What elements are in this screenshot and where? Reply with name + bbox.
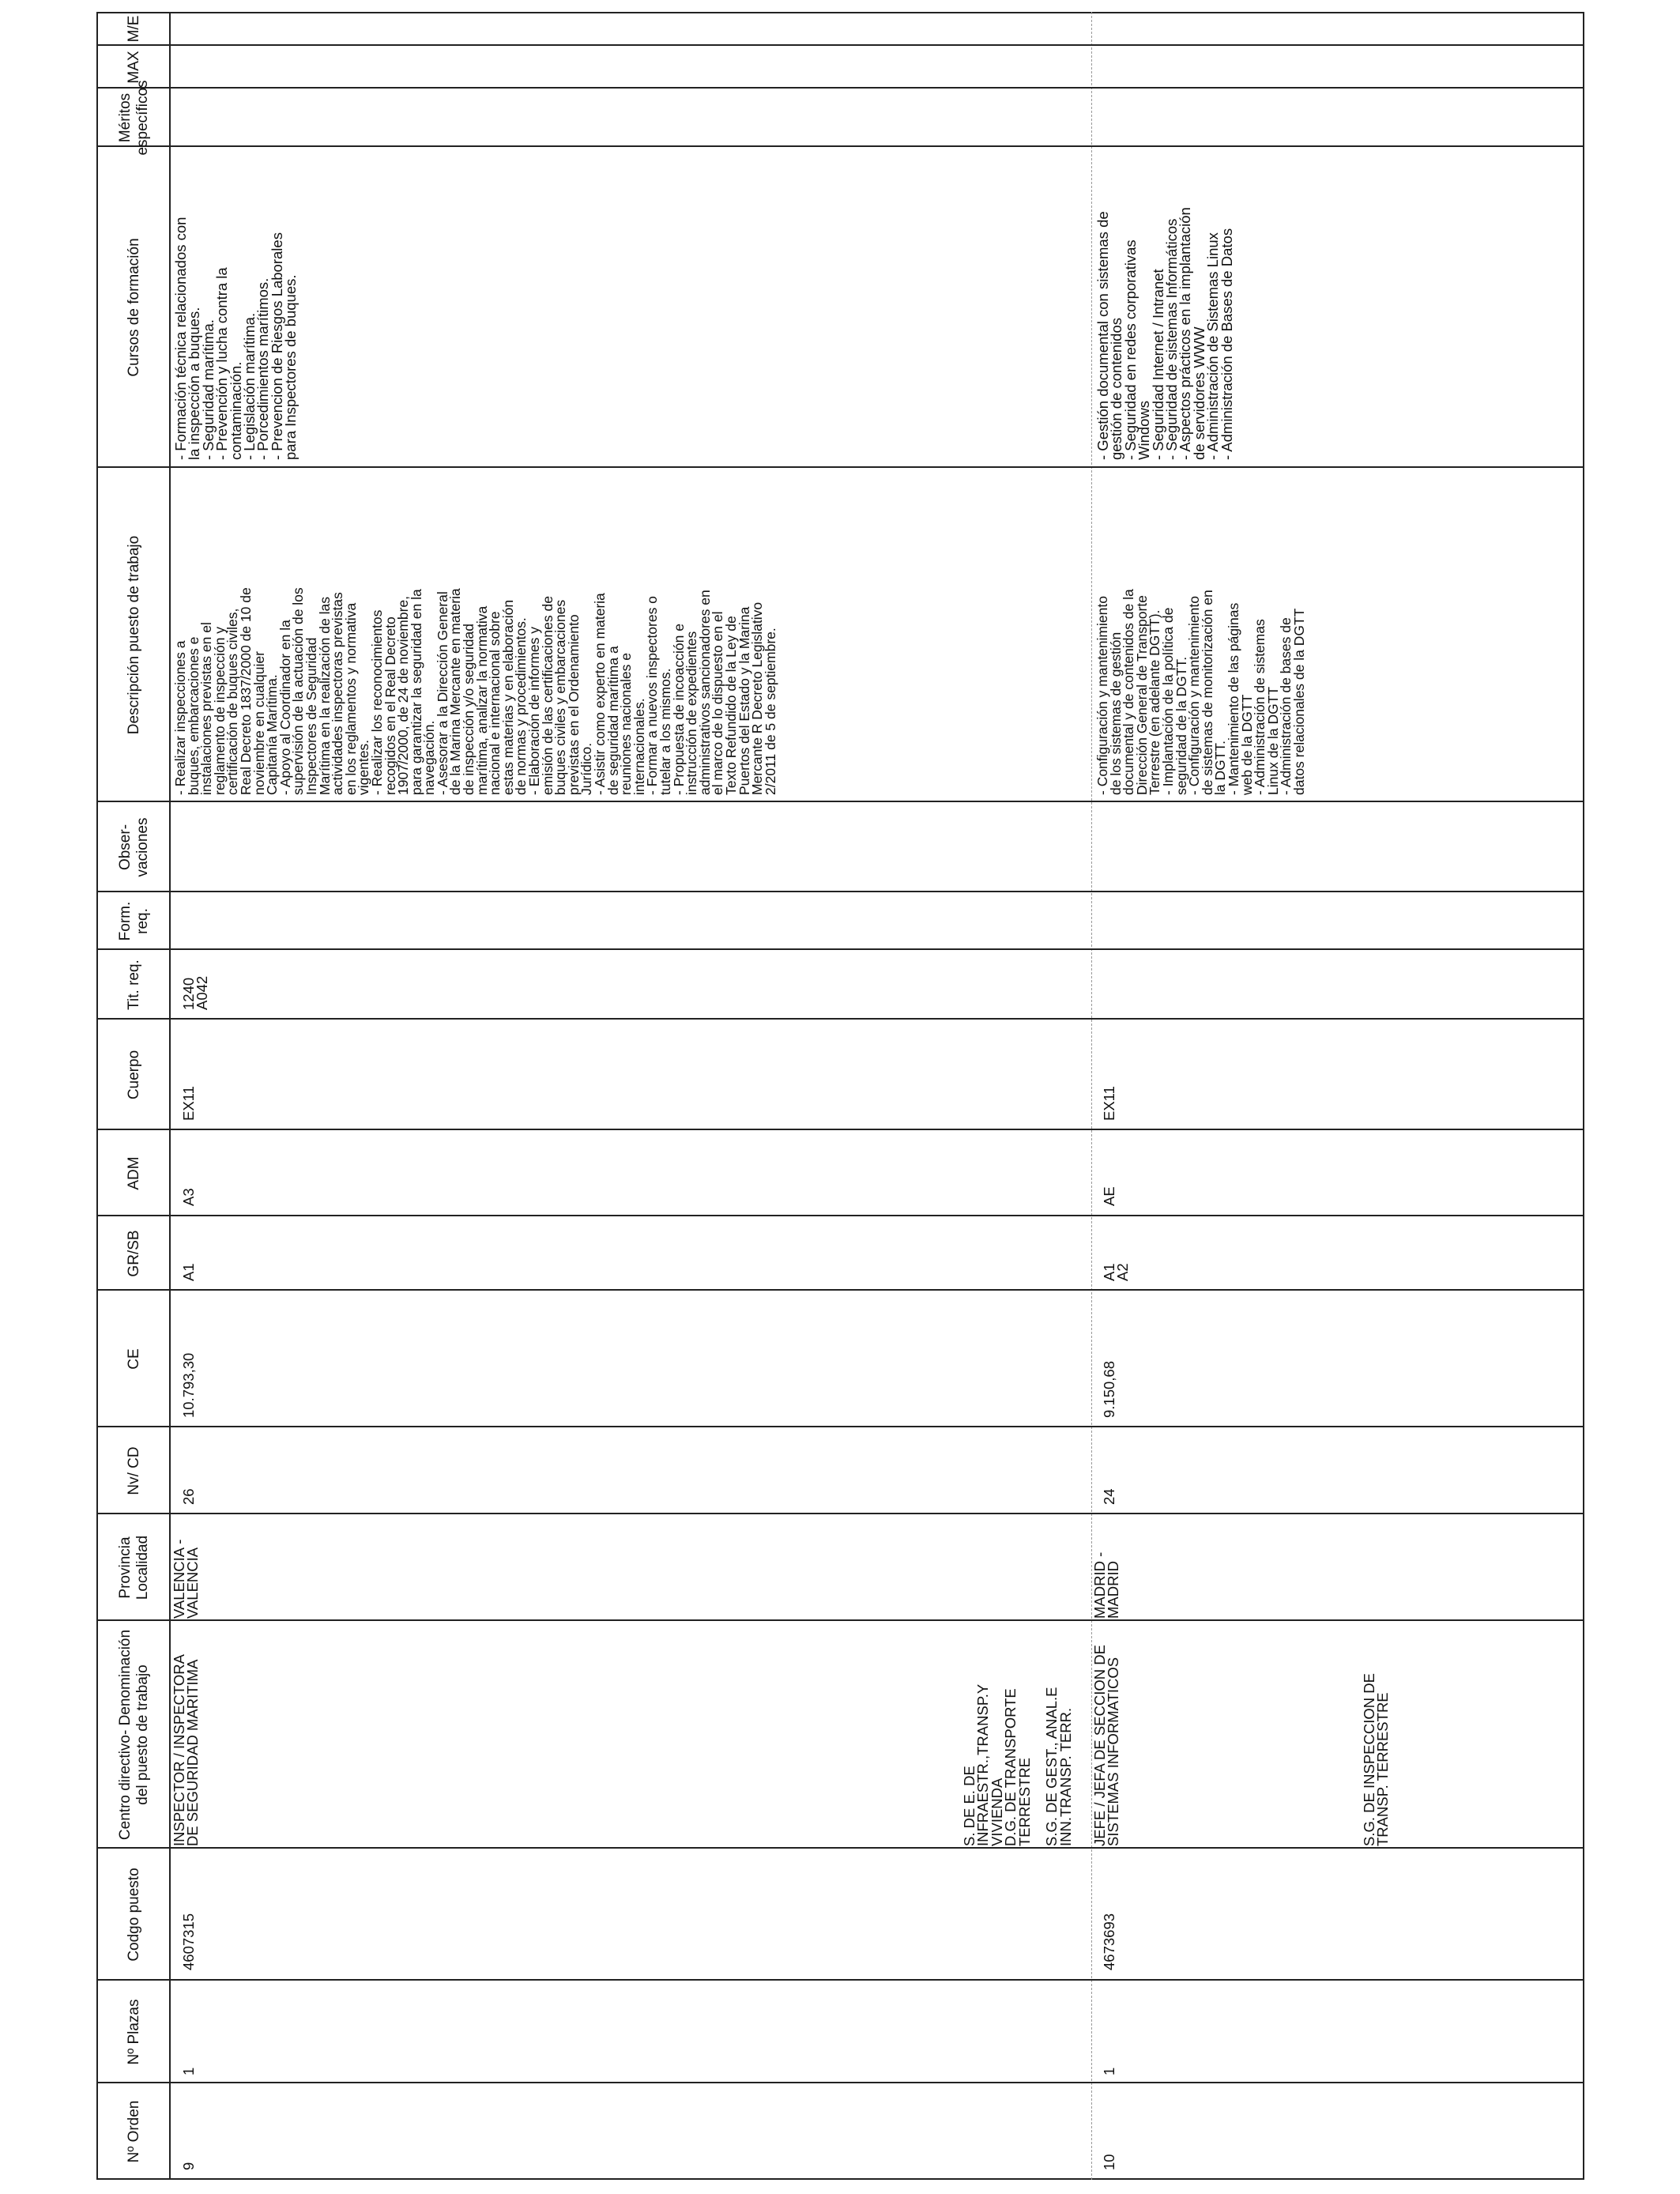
header-codigo: Codgo puesto: [126, 1868, 142, 1962]
col-sep: [96, 801, 1584, 802]
row9-cursos: - Formación técnica relacionados con la inspección a buques. - Seguridad marítima. - Prevención y lucha contra la contaminación. - Legislación marítima. - Porcedimientos marítimos. - Prevencion de Riesgos Laborales para Inspectores de buques.: [172, 217, 299, 460]
row9-ce: 10.793,30: [180, 1352, 197, 1418]
row9-centro: INSPECTOR / INSPECTORA DE SEGURIDAD MARITIMA: [171, 1654, 202, 1846]
header-observaciones: Obser- vaciones: [117, 817, 151, 877]
header-centro: Centro directivo- Denominación del puesto de trabajo: [117, 1629, 151, 1841]
row10-cursos: - Gestión documental con sistemas de gestión de contenidos - Seguridad en redes corporativas Windows - Seguridad Internet / Intranet - Seguridad de sistemas Informáticos - Aspectos prácticos en la implantación de servidores WWW - Administración de Sistemas Linux - Administración de Bases de Datos: [1094, 207, 1235, 460]
header-grupo: GR/SB: [126, 1230, 142, 1277]
row9-descripcion: - Realizar inspecciones a buques, embarcaciones e instalaciones previstas en el reglamento de inspección y certificación de buques civiles, Real Decreto 1837/2000 de 10 de noviembre en cualquier Capitanía Marítima. - Apoyo al Coordinador en la supervisión de la actuación de los Inspectores de Seguridad Marítima en la realización de las actividades inspectoras previstas en los reglamentos y normativa vigentes. - Realizar los reconocimientos recogidos en el Real Decreto 1907/2000, de 24 de noviembre, para garantizar la seguridad en la navegación. - Asesorar a la Dirección General de la Marina Mercante en materia de inspección y/o seguridad marítima, analizar la normativa nacional e internacional sobre estas materias y en elaboración de normas y procedimientos. - Elaboración de informes y emisión de las certificaciones de buques civiles y embarcaciones previstas en el Ordenamiento Jurídico. - Asistir como experto en materia de seguridad marítima a reuniones nacionales e internacionales. - Formar a nuevos inspectores o tutelar a los mismos. - Propuesta de incoacción e instrucción de expedientes administrativos sancionadores en el marco de lo dispuesto en el Texto Refundido de la Ley de Puertos del Estado y la Marina Mercante R Decreto Legislativo 2/2011 de 5 de septiembre.: [172, 587, 778, 795]
row9-provincia: VALENCIA - VALENCIA: [171, 1539, 202, 1619]
header-adm: ADM: [126, 1156, 142, 1190]
row9-nivel: 26: [180, 1488, 197, 1505]
row10-grupo: A1 A2: [1101, 1263, 1132, 1281]
table-rule: [169, 12, 171, 2180]
header-descripcion: Descripción puesto de trabajo: [126, 535, 142, 735]
col-sep: [96, 2082, 1584, 2083]
row9-orden: 9: [180, 2162, 197, 2170]
col-sep: [96, 1847, 1584, 1849]
col-sep: [96, 44, 1584, 46]
header-me: M/E: [126, 15, 142, 43]
row10-codigo: 4673693: [1101, 1913, 1117, 1970]
row10-ce: 9.150,68: [1101, 1360, 1117, 1418]
header-titulacion: Tit. req.: [126, 959, 142, 1010]
col-sep: [96, 891, 1584, 892]
col-sep: [96, 948, 1584, 950]
row9-plazas: 1: [180, 2067, 197, 2075]
col-sep: [96, 1979, 1584, 1981]
col-sep: [96, 1426, 1584, 1427]
header-formacion: Form. req.: [117, 901, 151, 941]
col-sep: [96, 1513, 1584, 1514]
col-sep: [96, 1619, 1584, 1621]
row9-codigo: 4607315: [180, 1913, 197, 1970]
header-cursos: Cursos de formación: [126, 238, 142, 377]
col-sep: [96, 145, 1584, 147]
header-ce: CE: [126, 1348, 142, 1370]
header-max: MAX: [126, 51, 142, 84]
row9-cuerpo: EX11: [180, 1086, 197, 1121]
col-sep: [96, 1018, 1584, 1020]
row10-provincia: MADRID - MADRID: [1091, 1551, 1122, 1619]
row10-centro-group: S. DE E. DE INFRAESTR.,TRANSP.Y VIVIENDA D.G. DE TRANSPORTE TERRESTRE S.G. DE GEST., ANAL.E INN.TRANSP. TERR.: [961, 1683, 1074, 1846]
header-plazas: Nº Plazas: [126, 1999, 142, 2065]
col-sep: [96, 87, 1584, 89]
row10-centro: JEFE / JEFA DE SECCION DE SISTEMAS INFORMATICOS: [1091, 1645, 1122, 1846]
header-nivel: Nv/ CD: [126, 1446, 142, 1495]
header-cuerpo: Cuerpo: [126, 1050, 142, 1100]
row10-plazas: 1: [1101, 2067, 1117, 2075]
row9-titulacion: 1240 A042: [180, 975, 211, 1010]
row-separator: [1091, 12, 1092, 2180]
footer-group: S.G. DE INSPECCION DE TRANSP. TERRESTRE: [1361, 1673, 1392, 1846]
row10-orden: 10: [1101, 2154, 1117, 2170]
col-sep: [96, 466, 1584, 468]
row9-grupo: A1: [180, 1263, 197, 1281]
row10-adm: AE: [1101, 1186, 1117, 1206]
col-sep: [96, 1289, 1584, 1291]
header-meritos: Méritos específicos: [117, 80, 151, 156]
header-provincia: Provincia Localidad: [117, 1535, 151, 1600]
col-sep: [96, 1215, 1584, 1216]
col-sep: [96, 1129, 1584, 1130]
row9-adm: A3: [180, 1188, 197, 1206]
row10-nivel: 24: [1101, 1488, 1117, 1505]
header-orden: Nº Orden: [126, 2100, 142, 2163]
row10-cuerpo: EX11: [1101, 1086, 1117, 1121]
row10-descripcion: - Configuración y mantenimiento de los sistemas de gestión documental y de contenidos de la Dirección General de Transporte Terrestre (en adelante DGTT). - Implantación de la política de seguridad de la DGTT. - Configuración y mantenimiento de sistemas de monitorización en la DGTT. - Mantenimiento de las páginas web de la DGTT - Administración de sistemas Linux de la DGTT - Administración de bases de datos relacionales de la DGTT: [1094, 589, 1307, 795]
table-frame: [96, 12, 1584, 2180]
